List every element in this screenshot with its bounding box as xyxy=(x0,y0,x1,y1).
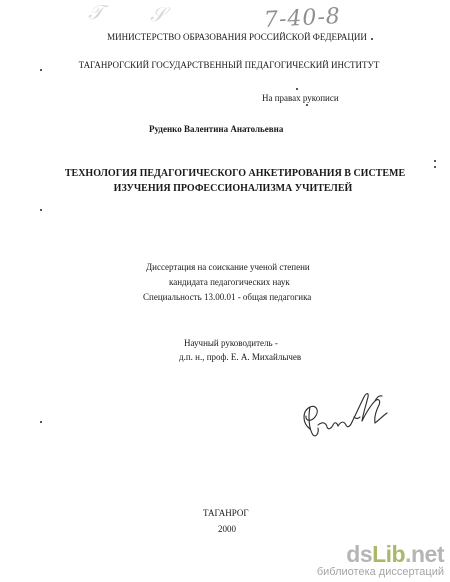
institute-heading: ТАГАНРОГСКИЙ ГОСУДАРСТВЕННЫЙ ПЕДАГОГИЧЕСКИЙ ИНСТИТУТ xyxy=(78,60,380,70)
dissertation-title-line1: ТЕХНОЛОГИЯ ПЕДАГОГИЧЕСКОГО АНКЕТИРОВАНИЯ В СИСТЕМЕ xyxy=(64,168,406,179)
dslib-logo-net: .net xyxy=(405,541,444,567)
faint-bleedthrough-mark: 𝒯 xyxy=(88,0,104,24)
dslib-logo-ds: ds xyxy=(346,541,373,567)
handwritten-catalog-code: 7-40-8 xyxy=(263,4,342,33)
margin-dot xyxy=(40,421,42,423)
margin-dot xyxy=(434,160,436,162)
city-name: ТАГАНРОГ xyxy=(203,508,249,518)
handwritten-signature xyxy=(296,383,394,445)
dslib-logo-lib: Lib xyxy=(372,541,406,567)
supervisor-label: Научный руководитель - xyxy=(184,338,278,348)
dslib-logo xyxy=(317,542,444,566)
rights-note: На правах рукописи xyxy=(262,93,339,103)
dissertation-field-line: кандидата педагогических наук xyxy=(169,277,290,287)
dissertation-degree-line: Диссертация на соискание ученой степени xyxy=(146,262,310,272)
margin-dot xyxy=(306,104,308,106)
dslib-subtitle: библиотека диссертаций xyxy=(316,566,444,578)
dissertation-title-line2: ИЗУЧЕНИЯ ПРОФЕССИОНАЛИЗМА УЧИТЕЛЕЙ xyxy=(113,183,353,194)
faint-bleedthrough-mark: 𝒮 xyxy=(150,2,166,26)
supervisor-name: д.п. н., проф. Е. А. Михайлычев xyxy=(179,352,302,362)
margin-dot xyxy=(40,209,42,211)
ministry-heading: МИНИСТЕРСТВО ОБРАЗОВАНИЯ РОССИЙСКОЙ ФЕДЕРАЦИИ xyxy=(107,32,367,42)
margin-dot xyxy=(296,88,298,90)
author-name: Руденко Валентина Анатольевна xyxy=(149,124,284,134)
dissertation-specialty-line: Специальность 13.00.01 - общая педагогика xyxy=(143,292,312,302)
dslib-watermark xyxy=(317,542,444,578)
publication-year: 2000 xyxy=(218,524,236,534)
